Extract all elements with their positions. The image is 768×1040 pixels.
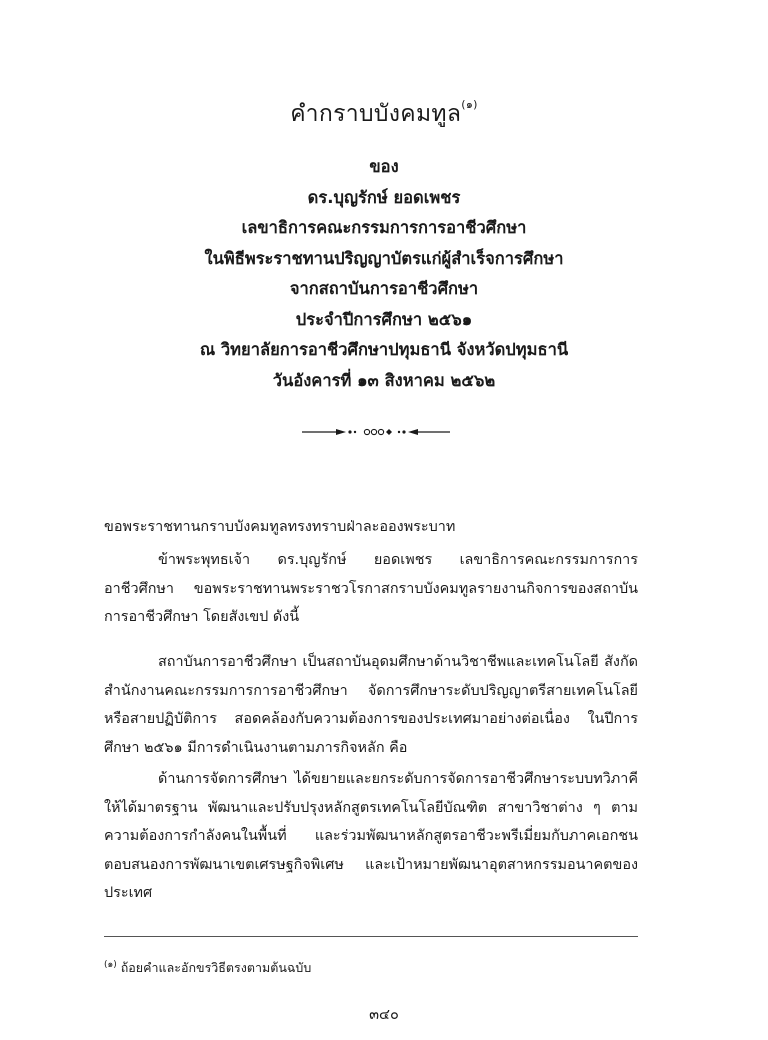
title-text: คำกราบบังคมทูล	[290, 101, 462, 127]
header-line-institution: จากสถาบันการอาชีวศึกษา	[289, 279, 479, 298]
footnote-divider	[104, 936, 638, 937]
header-block	[0, 152, 768, 396]
footnote	[104, 955, 638, 978]
page-title	[0, 96, 768, 132]
header-line-position: เลขาธิการคณะกรรมการการอาชีวศึกษา	[241, 218, 527, 237]
decorative-divider-icon	[300, 424, 468, 440]
header-line-academic-year: ประจำปีการศึกษา ๒๕๖๑	[295, 309, 473, 329]
header-line-venue: ณ วิทยาลัยการอาชีวศึกษาปทุมธานี จังหวัดปทุมธานี	[199, 340, 569, 359]
header-line-date: วันอังคารที่ ๑๓ สิงหาคม ๒๕๖๒	[272, 370, 496, 390]
header-line-of: ของ	[369, 157, 399, 176]
header-line-name: ดร.บุญรักษ์ ยอดเพชร	[307, 187, 461, 207]
body-paragraph-3: ด้านการจัดการศึกษา ได้ขยายและยกระดับการจัดการอาชีวศึกษาระบบทวิภาคีให้ได้มาตรฐาน พัฒนาและปรับปรุงหลักสูตรเทคโนโลยีบัณฑิต สาขาวิชาต่าง ๆ ตามความต้องการกำลังคนในพื้นที่ และร่วมพัฒนาหลักสูตรอาชีวะพรีเมี่ยมกับภาคเอกชน ตอบสนองการพัฒนาเขตเศรษฐกิจพิเศษ และเป้าหมายพัฒนาอุตสาหกรรมอนาคตของประเทศ	[104, 771, 638, 901]
body-paragraph-2: สถาบันการอาชีวศึกษา เป็นสถาบันอุดมศึกษาด้านวิชาชีพและเทคโนโลยี สังกัดสำนักงานคณะกรรมการการอาชีวศึกษา จัดการศึกษาระดับปริญญาตรีสายเทคโนโลยีหรือสายปฏิบัติการ สอดคล้องกับความต้องการของประเทศมาอย่างต่อเนื่อง ในปีการศึกษา ๒๕๖๑ มีการดำเนินงานตามภารกิจหลัก คือ	[104, 654, 638, 756]
page-number: ๓๔๐	[369, 1007, 399, 1023]
salutation: ขอพระราชทานกราบบังคมทูลทรงทราบฝ่าละอองพระบาท	[104, 519, 456, 535]
header-line-ceremony: ในพิธีพระราชทานปริญญาบัตรแก่ผู้สำเร็จการศึกษา	[204, 248, 564, 268]
footnote-text: ถ้อยคำและอักขรวิธีตรงตามต้นฉบับ	[120, 960, 312, 976]
body-paragraph-1: ข้าพระพุทธเจ้า ดร.บุญรักษ์ ยอดเพชร เลขาธิการคณะกรรมการการอาชีวศึกษา ขอพระราชทานพระราชวโรกาสกราบบังคมทูลรายงานกิจการของสถาบันการอาชีวศึกษา โดยสังเขป ดังนี้	[104, 552, 638, 625]
title-footnote-marker: (๑)	[461, 98, 478, 112]
footnote-marker: (๑)	[104, 960, 117, 970]
